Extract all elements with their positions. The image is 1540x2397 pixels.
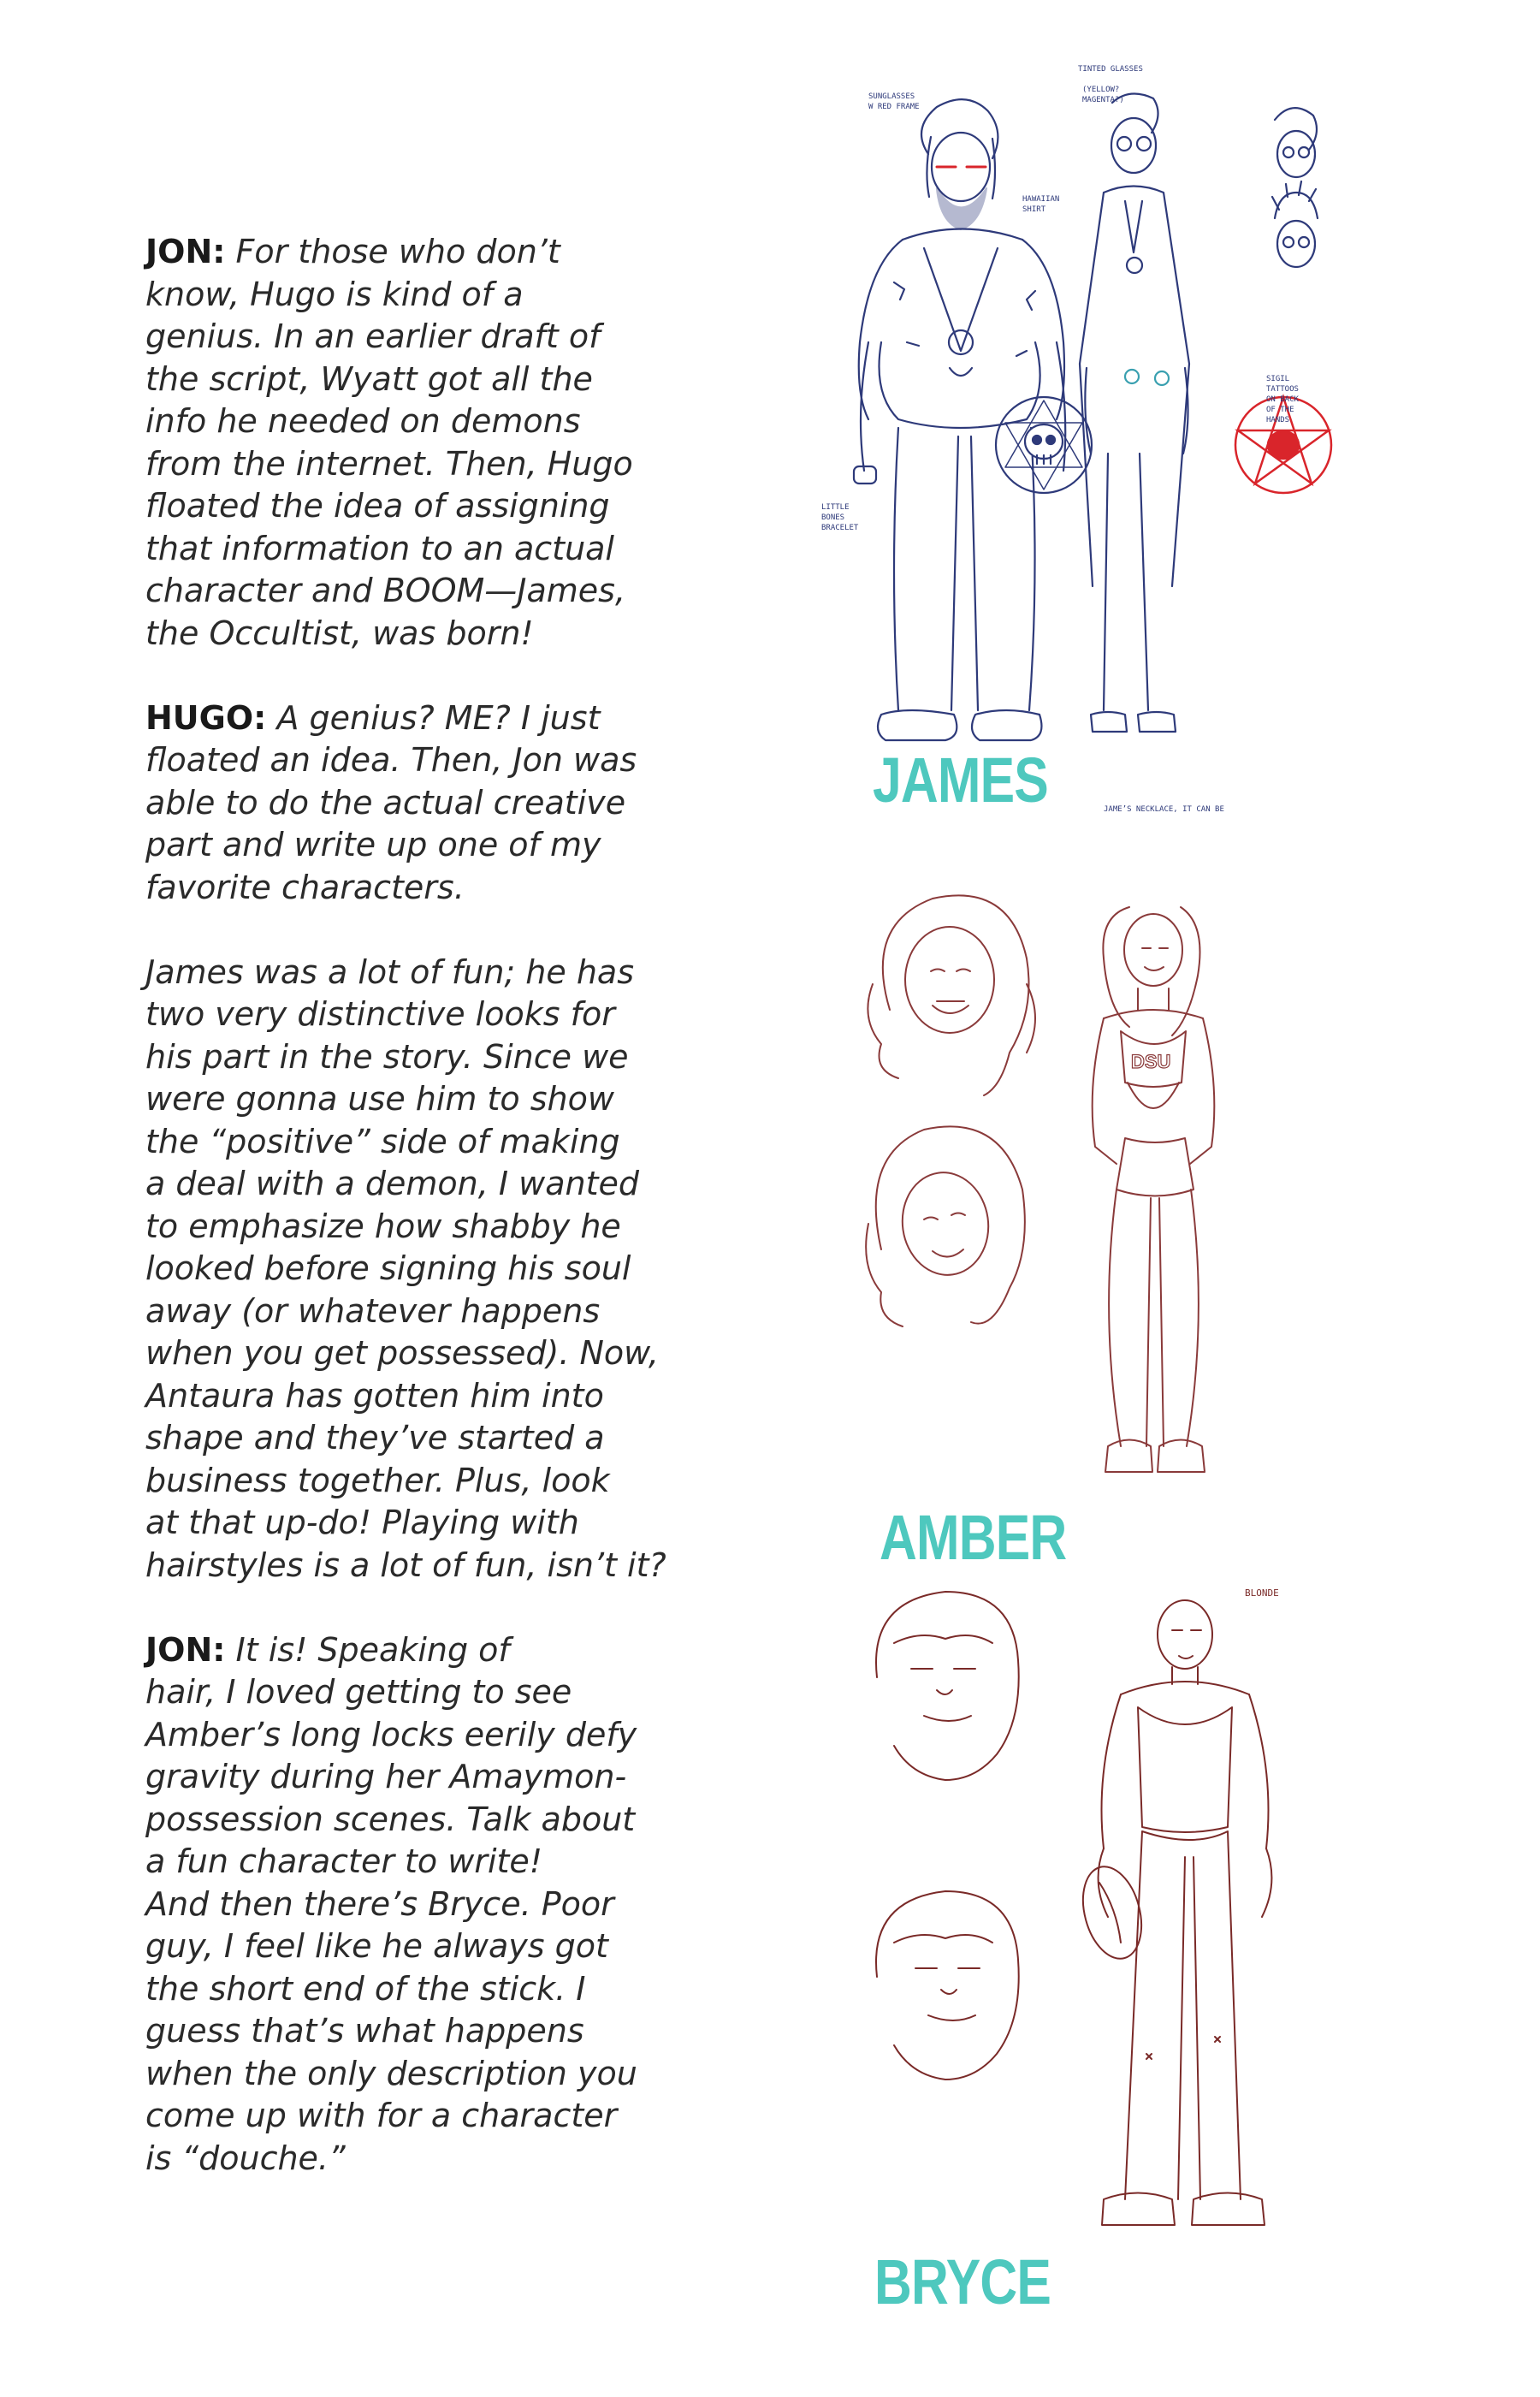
note-shirt: HAWAIIAN: [1022, 195, 1060, 204]
speaker-label: JON:: [145, 1630, 226, 1669]
paragraph-jon-1: JON: For those who don’t know, Hugo is kind of a genius. In an earlier draft of the script, Wyatt got all the info he needed on demons from the internet. Then, Hugo floated the idea of assigning that information to an actual character and BOOM—James, the Occultist, was born!: [145, 233, 633, 652]
paragraph-hugo-1: HUGO: A genius? ME? I just floated an idea. Then, Jon was able to do the actual creative part and write up one of my favorite characters.: [145, 698, 637, 906]
note-tattoos: SIGIL: [1266, 375, 1290, 383]
svg-text:BONES: BONES: [821, 513, 845, 522]
svg-text:SHIRT: SHIRT: [1022, 205, 1046, 214]
article-text: [145, 231, 676, 2180]
paragraph-jon-2: JON: It is! Speaking of hair, I loved getting to see Amber’s long locks eerily defy gravity during her Amaymon- possession scenes. Talk about a fun character to write! And then there’s Bryce. Poor guy, I feel like he always got the short end of the stick. I guess that’s what happens when the only description you come up with for a character is “douche.”: [145, 1630, 637, 2177]
speaker-label: JON:: [145, 233, 226, 270]
james-concept-sketch: [821, 65, 1352, 839]
svg-text:W RED FRAME: W RED FRAME: [868, 103, 920, 111]
amber-shirt-text: DSU: [1131, 1051, 1171, 1072]
label-bryce: BRYCE: [874, 2246, 1051, 2317]
bryce-concept-sketch: [856, 1575, 1335, 2293]
label-james: JAMES: [873, 745, 1048, 816]
svg-text:BRACELET: BRACELET: [821, 524, 859, 532]
svg-text:OF THE: OF THE: [1266, 406, 1294, 414]
svg-text:ON BACK: ON BACK: [1266, 395, 1299, 404]
note-blonde: BLONDE: [1245, 1587, 1279, 1599]
svg-text:(YELLOW?: (YELLOW?: [1082, 86, 1120, 94]
svg-text:TATTOOS: TATTOOS: [1266, 385, 1299, 394]
note-necklace: JAME’S NECKLACE, IT CAN BE: [1104, 805, 1224, 814]
note-bracelet: LITTLE: [821, 503, 850, 512]
label-amber: AMBER: [880, 1502, 1067, 1573]
speaker-label: HUGO:: [145, 698, 267, 737]
note-sunglasses: SUNGLASSES: [868, 92, 915, 101]
svg-text:MAGENTA?): MAGENTA?): [1082, 96, 1124, 104]
svg-text:HANDS: HANDS: [1266, 416, 1290, 424]
amber-concept-sketch: [856, 881, 1335, 1515]
note-glasses: TINTED GLASSES: [1078, 65, 1143, 74]
paragraph-hugo-2: James was a lot of fun; he has two very distinctive looks for his part in the story. Since we were gonna use him to show the “positive” side of making a deal with a demon, I wanted to emphasize how shabby he looked before signing his soul away (or whatever happens when you get possessed). Now, Antaura has gotten him into shape and they’ve started a business together. Plus, look at that up-do! Playing with hairstyles is a lot of fun, isn’t it?: [145, 952, 666, 1584]
